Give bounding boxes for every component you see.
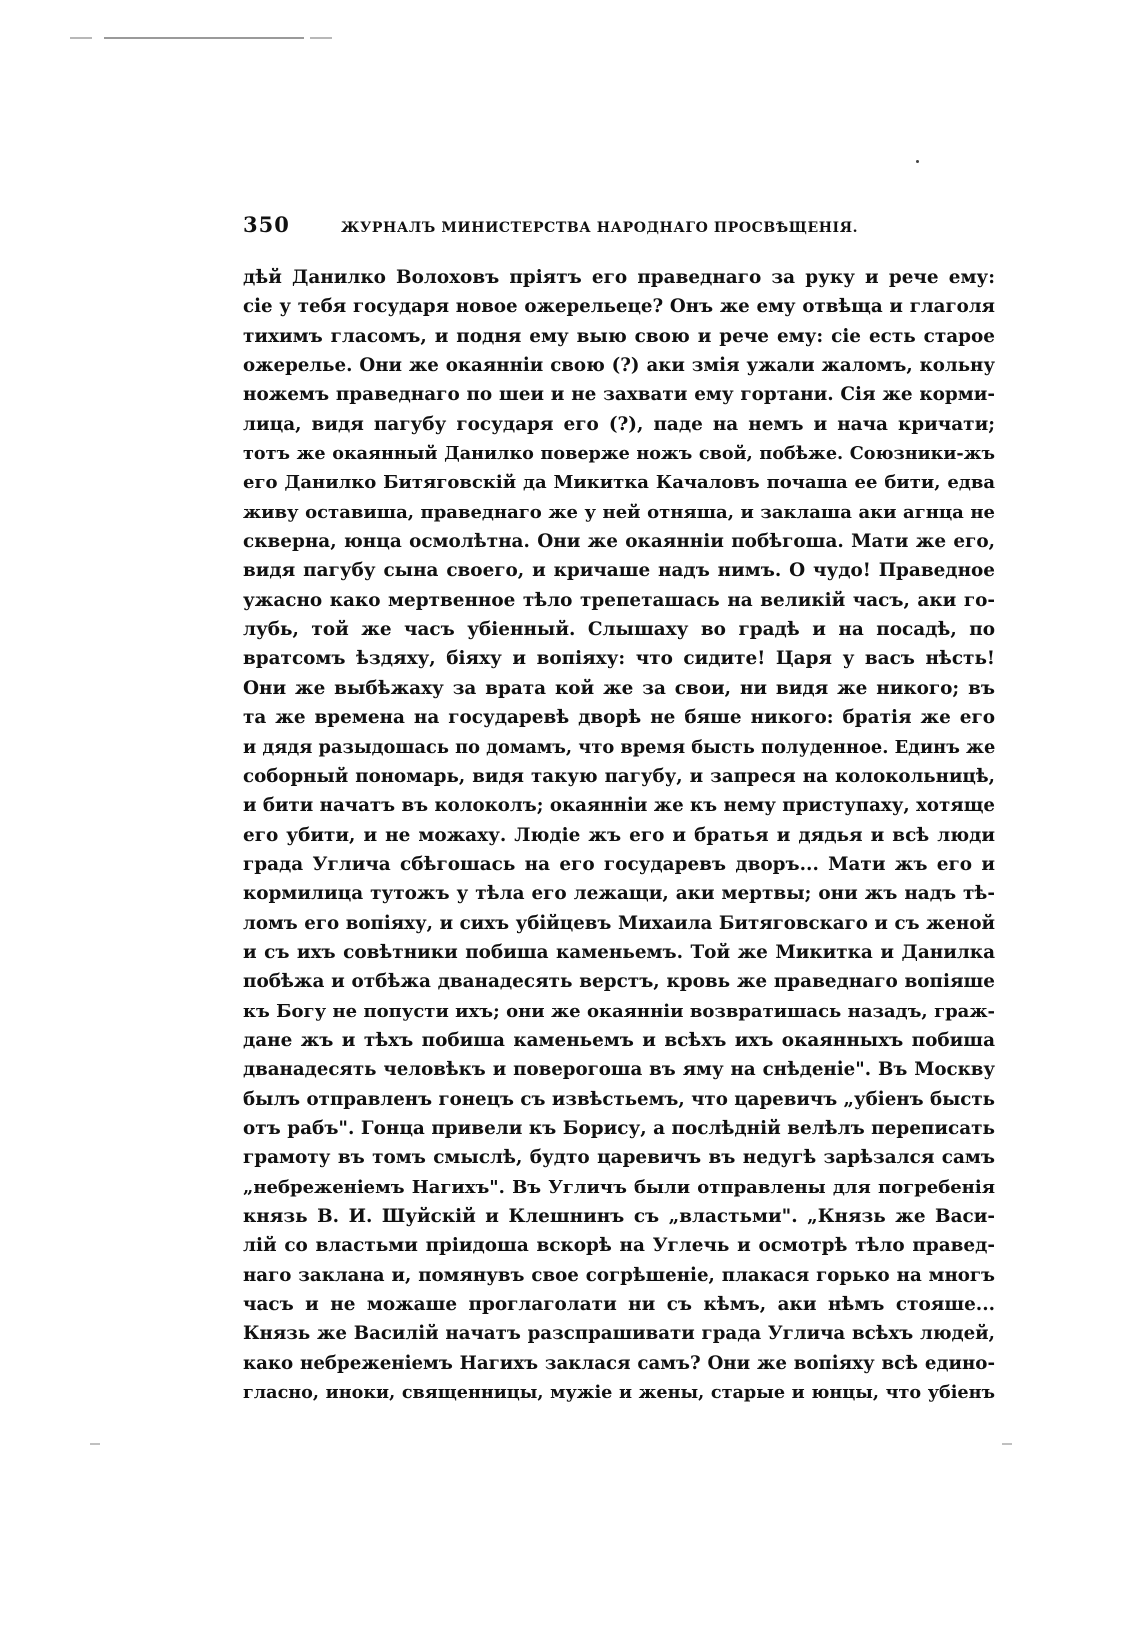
text-line: побѣжа и отбѣжа дванадесять верстъ, кровь же праведнаго вопіяше [243, 971, 995, 993]
text-line: гласно, иноки, священницы, мужіе и жены, старые и юнцы, что убіенъ [243, 1382, 995, 1404]
text-line: часъ и не можаше проглаголати ни съ кѣмъ, аки нѣмъ стояше... [243, 1294, 995, 1316]
text-line: былъ отправленъ гонецъ съ извѣстьемъ, что царевичъ „убіенъ бысть [243, 1088, 995, 1110]
text-line: дане жъ и тѣхъ побиша каменьемъ и всѣхъ ихъ окаянныхъ побиша [243, 1029, 995, 1051]
text-line: града Углича сбѣгошась на его государевъ дворъ... Мати жъ его и [243, 853, 995, 875]
text-line: и съ ихъ совѣтники побиша каменьемъ. Той же Микитка и Данилка [243, 941, 995, 963]
text-line: скверна, юнца осмолѣтна. Они же окаянніи побѣгоша. Мати же его, [243, 531, 995, 553]
text-line: ножемъ праведнаго по шеи и не захвати ему гортани. Сія же корми- [243, 384, 995, 406]
text-line: та же времена на государевѣ дворѣ не бяше никого: братія же его [243, 707, 995, 729]
body-text [243, 263, 995, 1407]
scan-edge-mark [310, 37, 332, 39]
text-line: и бити начатъ въ колоколъ; окаянніи же къ нему приступаху, хотяще [243, 795, 995, 817]
text-line: вратсомъ ѣздяху, біяху и вопіяху: что сидите! Царя у васъ нѣсть! [243, 648, 995, 670]
running-head [243, 212, 995, 242]
text-line: и дядя разыдошась по домамъ, что время бысть полуденное. Единъ же [243, 736, 995, 758]
scan-edge-mark [1002, 1443, 1012, 1445]
text-line: видя пагубу сына своего, и кричаше надъ нимъ. О чудо! Праведное [243, 560, 995, 582]
text-line: къ Богу не попусти ихъ; они же окаянніи возвратишась назадъ, граж- [243, 1000, 995, 1022]
text-line: ужасно како мертвенное тѣло трепеташась на великій часъ, аки го- [243, 589, 995, 611]
text-line: сіе у тебя государя новое ожерельеце? Онъ же ему отвѣща и глаголя [243, 296, 995, 318]
text-line: его Данилко Битяговскій да Микитка Качаловъ почаша ее бити, едва [243, 472, 995, 494]
text-line: отъ рабъ". Гонца привели къ Борису, а послѣдній велѣлъ переписать [243, 1117, 995, 1139]
scan-edge-mark [104, 37, 304, 39]
scan-edge-mark [90, 1443, 100, 1445]
text-line: тихимъ гласомъ, и подня ему выю свою и рече ему: сіе есть старое [243, 325, 995, 347]
text-line: наго заклана и, помянувъ свое согрѣшеніе, плакася горько на многъ [243, 1264, 995, 1286]
text-line: ожерелье. Они же окаянніи свою (?) аки змія ужали жаломъ, кольну [243, 355, 995, 377]
text-line: тотъ же окаянный Данилко поверже ножъ свой, побѣже. Союзники-жъ [243, 443, 995, 465]
scan-edge-mark [70, 37, 92, 39]
text-line: лубь, той же часъ убіенный. Слышаху во градѣ и на посадѣ, по [243, 619, 995, 641]
page-number: 350 [243, 212, 290, 237]
text-line: живу оставиша, праведнаго же у ней отняша, и заклаша аки агнца не [243, 501, 995, 523]
text-line: его убити, и не можаху. Людіе жъ его и братья и дядья и всѣ люди [243, 824, 995, 846]
text-line: соборный пономарь, видя такую пагубу, и запреся на колокольницѣ, [243, 765, 995, 787]
text-line: лица, видя пагубу государя его (?), паде на немъ и нача кричати; [243, 413, 995, 435]
text-line: грамоту въ томъ смыслѣ, будто царевичъ въ недугѣ зарѣзался самъ [243, 1147, 995, 1169]
text-line: князь В. И. Шуйскій и Клешнинъ съ „властьми". „Князь же Васи- [243, 1206, 995, 1227]
text-line: како небреженіемъ Нагихъ заклася самъ? Они же вопіяху всѣ едино- [243, 1352, 995, 1374]
text-line: Они же выбѣжаху за врата кой же за свои, ни видя же никого; въ [243, 677, 995, 699]
text-line: дѣй Данилко Волоховъ пріятъ его праведнаго за руку и рече ему: [243, 267, 995, 288]
text-line: лій со властьми пріидоша вскорѣ на Углечь и осмотрѣ тѣло правед- [243, 1235, 995, 1257]
journal-title: ЖУРНАЛЪ МИНИСТЕРСТВА НАРОДНАГО ПРОСВѢЩЕНІЯ. [341, 220, 859, 236]
text-line: кормилица тутожъ у тѣла его лежащи, аки мертвы; они жъ надъ тѣ- [243, 883, 995, 905]
scan-speck [916, 160, 919, 163]
text-line: Князь же Василій начатъ разспрашивати града Углича всѣхъ людей, [243, 1323, 995, 1345]
text-line: „небреженіемъ Нагихъ". Въ Угличъ были отправлены для погребенія [243, 1176, 995, 1198]
text-line: дванадесять человѣкъ и поверогоша въ яму на снѣденіе". Въ Москву [243, 1059, 995, 1081]
text-line: ломъ его вопіяху, и сихъ убійцевъ Михаила Битяговскаго и съ женой [243, 912, 995, 934]
